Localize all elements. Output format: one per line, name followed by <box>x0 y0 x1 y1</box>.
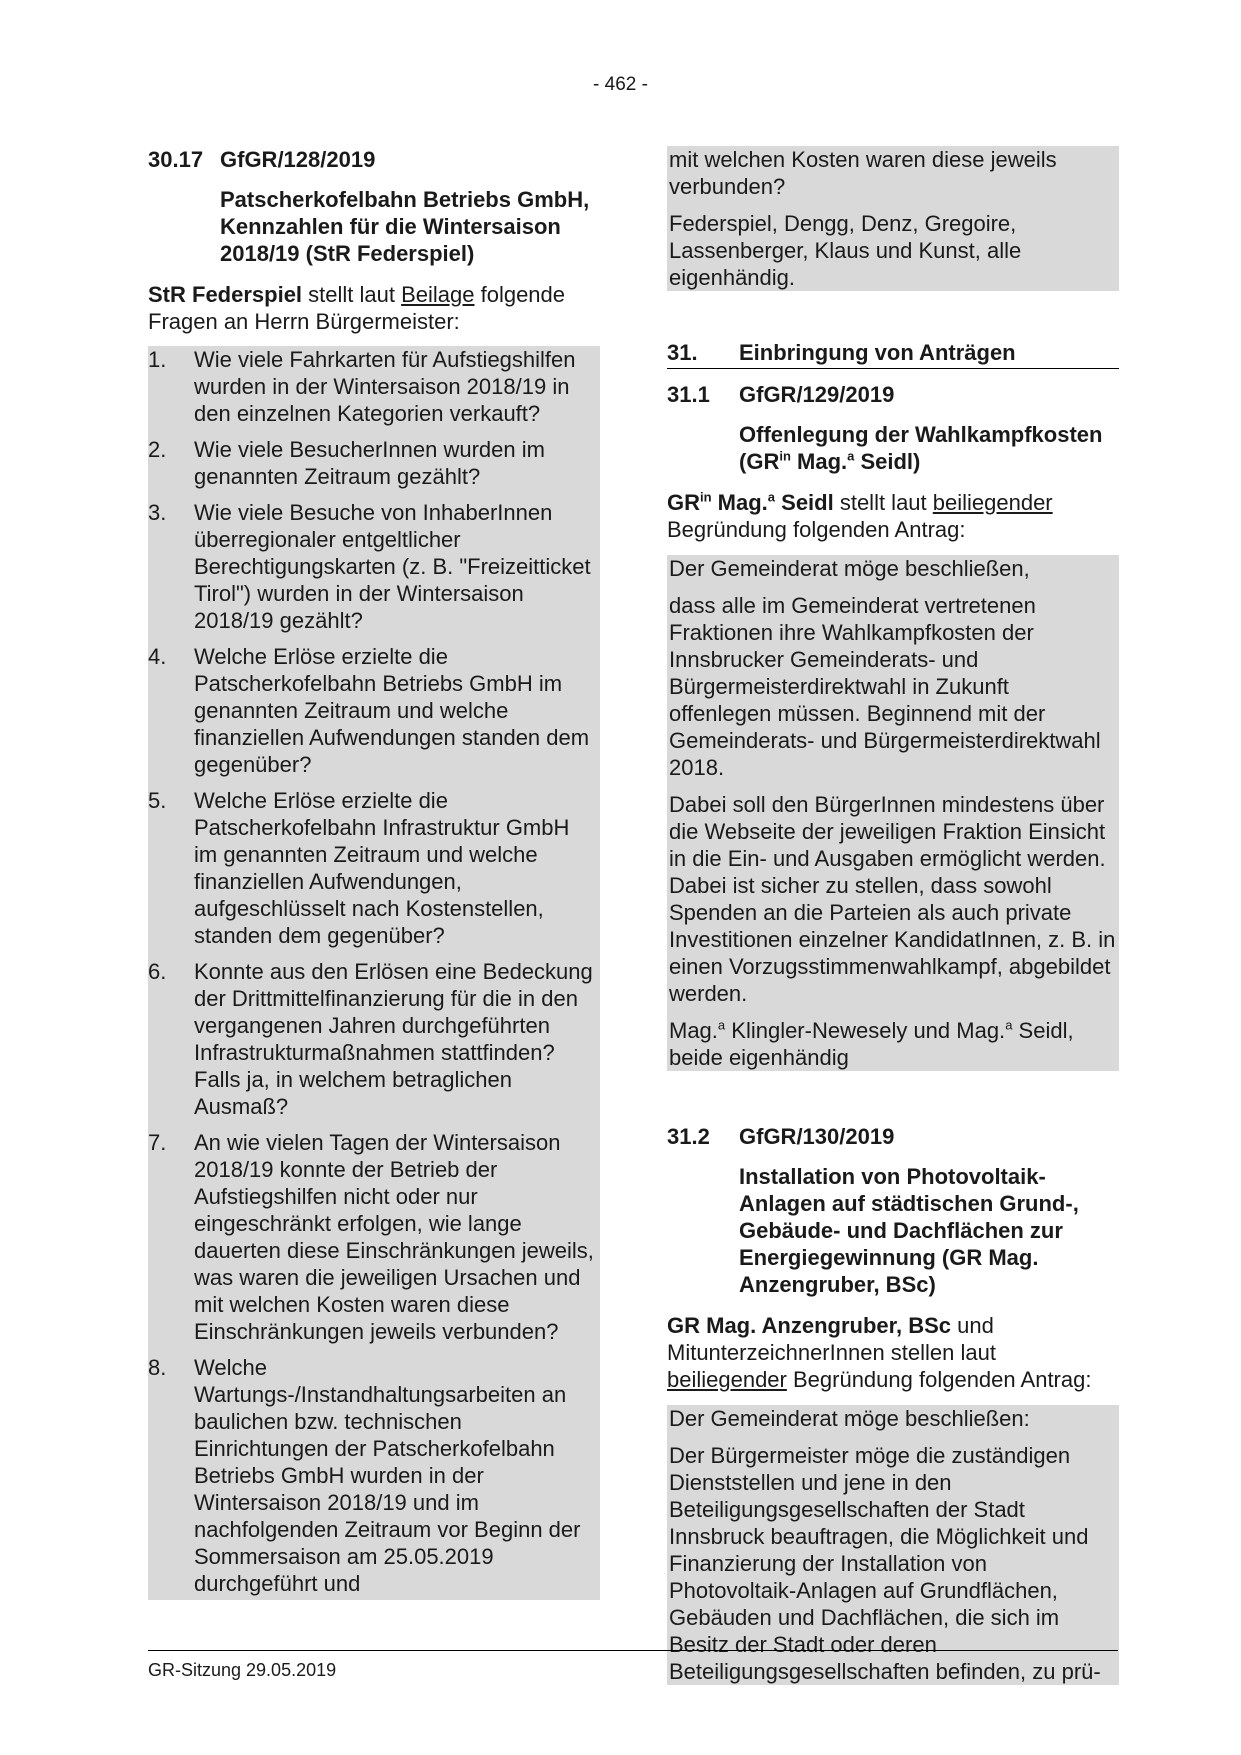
question-number: 1. <box>148 347 167 372</box>
motion-signatures <box>667 1017 1119 1071</box>
question-item <box>148 1354 600 1600</box>
question-text: Welche Erlöse erzielte die Patscherkofelbahn Infrastruktur GmbH im genannten Zeitraum und welche finanziellen Aufwendungen, aufgeschlüsselt nach Kostenstellen, standen dem gegenüber? <box>194 788 570 948</box>
footer-text: GR-Sitzung 29.05.2019 <box>148 1660 337 1680</box>
intro-text: Begründung folgenden Antrag: <box>786 1367 1092 1392</box>
question-item <box>148 787 600 958</box>
motion-paragraph: Der Bürgermeister möge die zuständigen Dienststellen und jene in den Beteiligungsgesellschaften der Stadt Innsbruck beauftragen, die Möglichkeit und Finanzierung der Installation von Photovoltaik-Anlagen auf Grundflächen, Gebäuden und Dachflächen, die sich im Besitz der Stadt oder deren Beteiligungsgesellschaften befinden, zu prü- <box>669 1443 1101 1684</box>
question-item <box>148 1129 600 1354</box>
item-intro <box>667 1312 1119 1393</box>
intro-text: stellt laut <box>302 282 402 307</box>
item-reference: GfGR/129/2019 <box>739 382 895 407</box>
motion-paragraph: Der Gemeinderat möge beschließen, <box>669 556 1030 581</box>
question-text: Konnte aus den Erlösen eine Bedeckung der Drittmittelfinanzierung für die in den vergangenen Jahren durchgeführten Infrastrukturmaßnahmen stattfinden? Falls ja, in welchem betraglichen Ausmaß? <box>194 959 593 1119</box>
intro-text: Begründung folgenden Antrag: <box>667 517 966 542</box>
item-number: 30.17 <box>148 147 204 172</box>
section-heading <box>667 339 1119 369</box>
item-heading <box>148 146 600 173</box>
item-title <box>667 421 1119 475</box>
question-number: 3. <box>148 500 167 525</box>
title-part: Offenlegung der Wahlkampfkosten (GR <box>739 422 1103 474</box>
name-superscript: in <box>700 489 712 505</box>
item-reference: GfGR/128/2019 <box>220 147 376 172</box>
question-text: Wie viele BesucherInnen wurden im genannten Zeitraum gezählt? <box>194 437 545 489</box>
question-number: 8. <box>148 1355 167 1380</box>
name-superscript: a <box>767 489 776 505</box>
sig-part: Mag. <box>669 1018 718 1043</box>
attachment-link[interactable]: Beilage <box>401 282 475 307</box>
sig-part: Seidl, beide eigenhändig <box>669 1018 1074 1070</box>
item-reference: GfGR/130/2019 <box>739 1124 895 1149</box>
item-title: Installation von Photovoltaik-Anlagen auf städtischen Grund-, Gebäude- und Dachflächen zur Energiegewinnung (GR Mag. Anzengruber, BSc) <box>739 1164 1079 1297</box>
question-number: 4. <box>148 644 167 669</box>
item-number: 31.1 <box>667 382 710 407</box>
item-title: Patscherkofelbahn Betriebs GmbH, Kennzahlen für die Wintersaison 2018/19 (StR Federspiel) <box>220 187 590 266</box>
footer-divider <box>148 1650 1118 1651</box>
item-heading <box>667 381 1119 408</box>
question-number: 7. <box>148 1130 167 1155</box>
question-list <box>148 346 600 1600</box>
sig-superscript: a <box>717 1017 726 1033</box>
item-intro <box>667 489 1119 543</box>
intro-text: folgende Fragen an Herrn Bürgermeister: <box>148 282 566 334</box>
motion-block <box>667 555 1119 1071</box>
question-item <box>148 346 600 436</box>
sig-part: Klingler-Newesely und Mag. <box>725 1018 1006 1043</box>
intro-name: StR Federspiel <box>148 282 303 307</box>
question-text: Welche Wartungs-/Instandhaltungsarbeiten an baulichen bzw. technischen Einrichtungen der Patscherkofelbahn Betriebs GmbH wurden in der Wintersaison 2018/19 und im nachfolgenden Zeitraum vor Beginn der Sommersaison am 25.05.2019 durchgeführt und <box>194 1355 581 1596</box>
motion-block <box>667 1405 1119 1685</box>
name-part: Mag. <box>711 490 768 515</box>
item-heading <box>667 1123 1119 1150</box>
name-part: Seidl <box>775 490 834 515</box>
sig-superscript: a <box>1005 1017 1013 1033</box>
title-part: Seidl) <box>854 449 921 474</box>
question-item <box>148 958 600 1129</box>
question-number: 6. <box>148 959 167 984</box>
question-text: Welche Erlöse erzielte die Patscherkofelbahn Betriebs GmbH im genannten Zeitraum und welche finanziellen Aufwendungen standen dem gegenüber? <box>194 644 590 777</box>
question-item <box>148 436 600 499</box>
signatories: Federspiel, Dengg, Denz, Gregoire, Lassenberger, Klaus und Kunst, alle eigenhändig. <box>669 211 1022 290</box>
intro-text: und MitunterzeichnerInnen stellen laut <box>667 1313 996 1365</box>
continued-block <box>667 146 1119 291</box>
intro-name <box>667 490 834 515</box>
section-title: Einbringung von Anträgen <box>739 340 1016 365</box>
item-number: 31.2 <box>667 1124 710 1149</box>
title-superscript: a <box>847 448 855 464</box>
question-text: Wie viele Fahrkarten für Aufstiegshilfen wurden in der Wintersaison 2018/19 in den einzelnen Kategorien verkauft? <box>194 347 576 426</box>
motion-paragraph: Dabei soll den BürgerInnen mindestens über die Webseite der jeweiligen Fraktion Einsicht in die Ein- und Ausgaben ermöglicht werden. Dabei ist sicher zu stellen, dass sowohl Spenden an die Parteien als auch private Investitionen einzelner KandidatInnen, z. B. in einen Vorzugsstimmenwahlkampf, abgebildet werden. <box>669 792 1116 1006</box>
motion-paragraph: dass alle im Gemeinderat vertretenen Fraktionen ihre Wahlkampfkosten der Innsbrucker Gemeinderats- und Bürgermeisterdirektwahl in Zukunft offenlegen müssen. Beginnend mit der Gemeinderats- und Bürgermeisterdirektwahl 2018. <box>669 593 1101 780</box>
motion-paragraph: Der Gemeinderat möge beschließen: <box>669 1406 1030 1431</box>
title-superscript: in <box>779 448 791 464</box>
attachment-link[interactable]: beiliegender <box>667 1367 787 1392</box>
name-part: GR <box>667 490 700 515</box>
intro-text: stellt laut <box>833 490 933 515</box>
question-number: 5. <box>148 788 167 813</box>
page-number: - 462 - <box>593 74 648 95</box>
question-text: Wie viele Besuche von InhaberInnen überregionaler entgeltlicher Berechtigungskarten (z. B. "Freizeitticket Tirol") wurden in der Wintersaison 2018/19 gezählt? <box>194 500 591 633</box>
left-column <box>148 146 600 1600</box>
continued-text: mit welchen Kosten waren diese jeweils verbunden? <box>669 147 1057 199</box>
section-number: 31. <box>667 340 698 365</box>
intro-name: GR Mag. Anzengruber, BSc <box>667 1313 952 1338</box>
item-intro <box>148 281 600 335</box>
question-item <box>148 499 600 643</box>
question-number: 2. <box>148 437 167 462</box>
question-text: An wie vielen Tagen der Wintersaison 2018/19 konnte der Betrieb der Aufstiegshilfen nicht oder nur eingeschränkt erfolgen, wie lange dauerten diese Einschränkungen jeweils, was waren die jeweiligen Ursachen und mit welchen Kosten waren diese Einschränkungen jeweils verbunden? <box>194 1130 594 1344</box>
question-item <box>148 643 600 787</box>
title-part: Mag. <box>790 449 848 474</box>
right-column <box>667 146 1119 1685</box>
attachment-link[interactable]: beiliegender <box>932 490 1053 515</box>
